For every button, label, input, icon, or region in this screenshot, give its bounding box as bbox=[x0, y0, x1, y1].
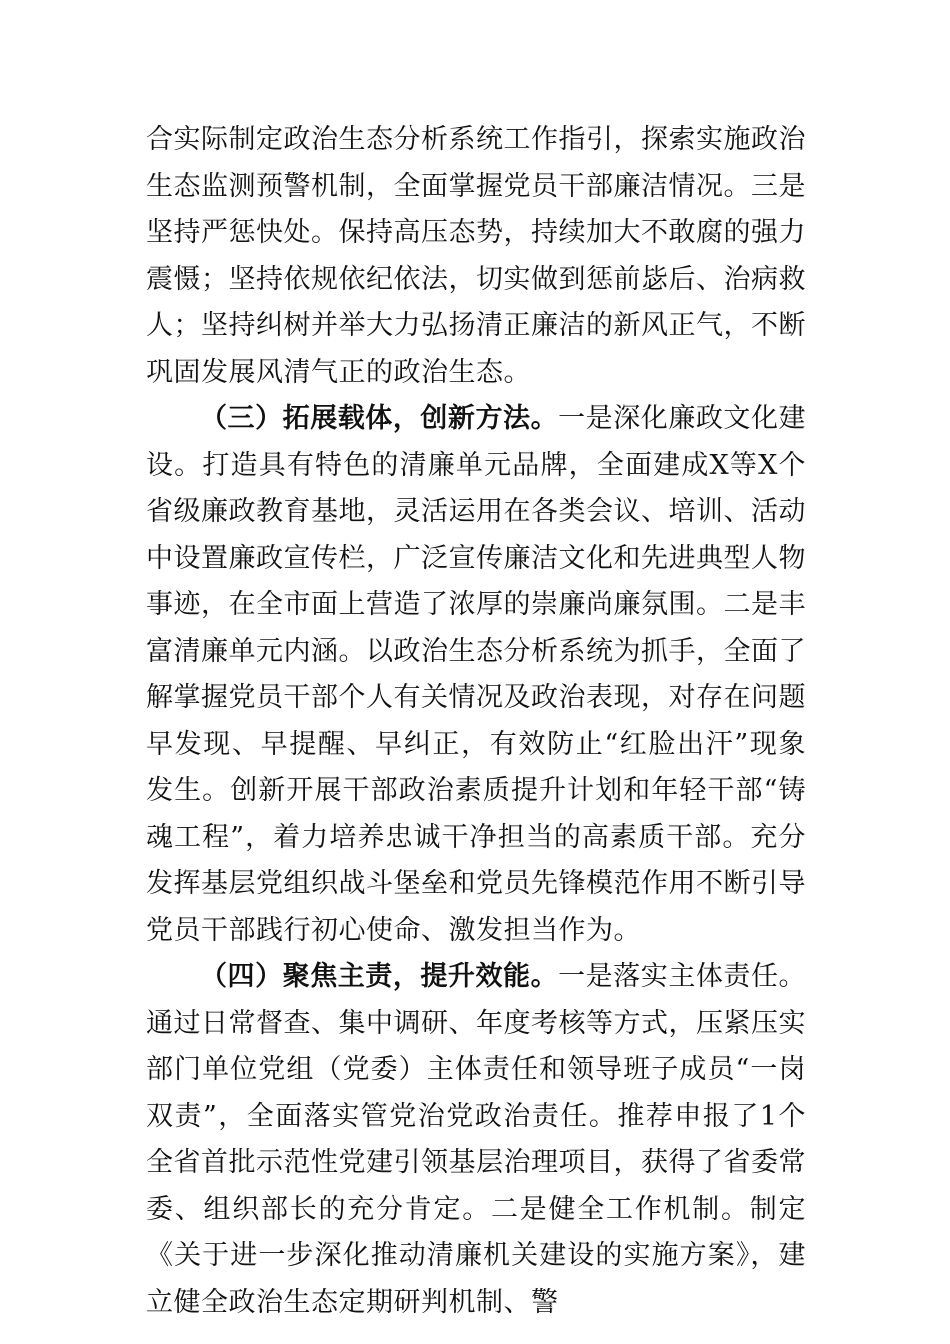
paragraph-body: 合实际制定政治生态分析系统工作指引，探索实施政治生态监测预警机制，全面掌握党员干部廉洁情况。三是坚持严惩快处。保持高压态势，持续加大不敢腐的强力震慑；坚持依规依纪依法，切实做到惩前毖后、治病救人；坚持纠树并举大力弘扬清正廉洁的新风正气，不断巩固发展风清气正的政治生态。 bbox=[146, 124, 806, 388]
section-heading: （四）聚焦主责，提升效能。 bbox=[200, 961, 559, 992]
paragraph-section-three bbox=[146, 396, 806, 954]
paragraph-section-four bbox=[146, 954, 806, 1326]
paragraph-body: 一是落实主体责任。通过日常督查、集中调研、年度考核等方式，压紧压实部门单位党组（党委）主体责任和领导班子成员“一岗双责”，全面落实管党治党政治责任。推荐申报了1个全省首批示范性党建引领基层治理项目，获得了省委常委、组织部长的充分肯定。二是健全工作机制。制定《关于进一步深化推动清廉机关建设的实施方案》，建立健全政治生态定期研判机制、警 bbox=[146, 961, 807, 1318]
paragraph-body: 一是深化廉政文化建设。打造具有特色的清廉单元品牌，全面建成X等X个省级廉政教育基地，灵活运用在各类会议、培训、活动中设置廉政宣传栏，广泛宣传廉洁文化和先进典型人物事迹，在全市面上营造了浓厚的崇廉尚廉氛围。二是丰富清廉单元内涵。以政治生态分析系统为抓手，全面了解掌握党员干部个人有关情况及政治表现，对存在问题早发现、早提醒、早纠正，有效防止“红脸出汗”现象发生。创新开展干部政治素质提升计划和年轻干部“铸魂工程”，着力培养忠诚干净担当的高素质干部。充分发挥基层党组织战斗堡垒和党员先锋模范作用不断引导党员干部践行初心使命、激发担当作为。 bbox=[146, 403, 807, 946]
document-body bbox=[146, 117, 806, 1326]
paragraph-continuation bbox=[146, 117, 806, 396]
section-heading: （三）拓展载体，创新方法。 bbox=[200, 403, 559, 434]
